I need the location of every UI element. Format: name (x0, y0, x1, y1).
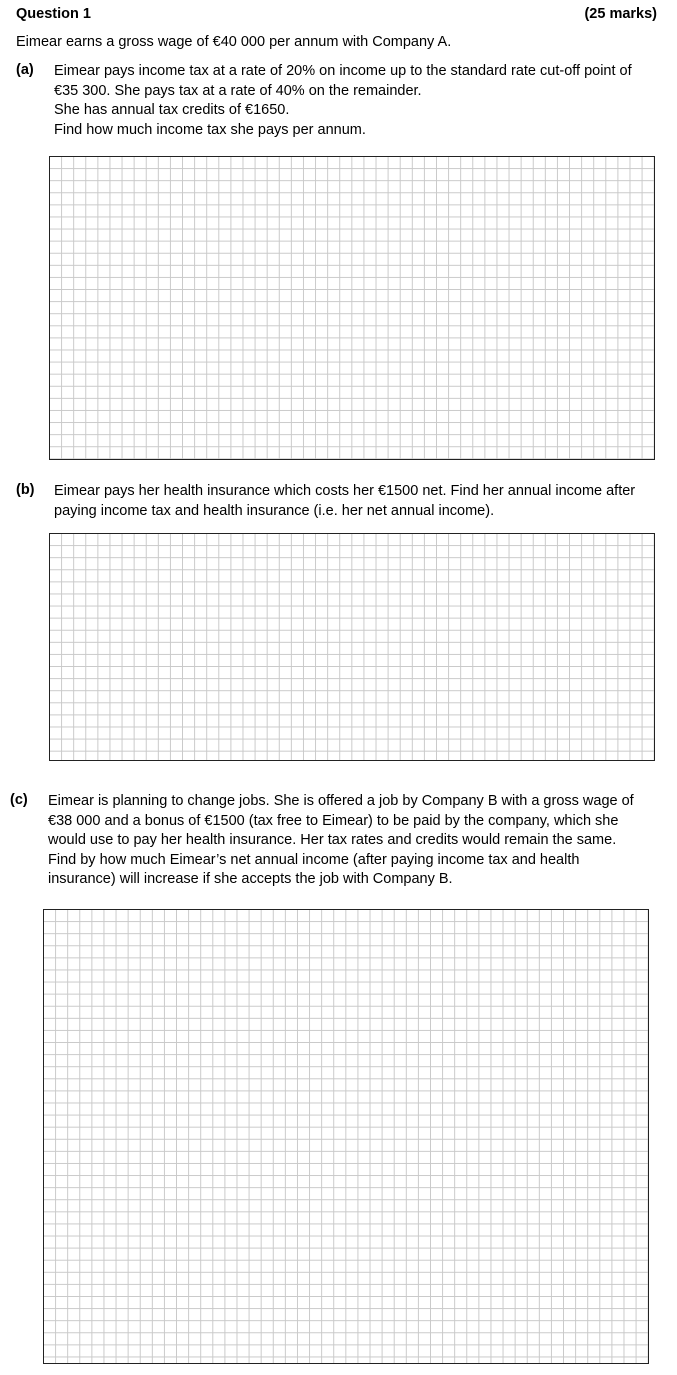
part-b-line: Eimear pays her health insurance which costs her €1500 net. Find her annual income after (54, 483, 636, 499)
part-a-label: (a) (16, 62, 34, 78)
part-c-line: €38 000 and a bonus of €1500 (tax free to Eimear) to be paid by the company, which she (48, 812, 619, 829)
part-c-line: would use to pay her health insurance. Her tax rates and credits would remain the same. (48, 832, 617, 848)
answer-grid-c[interactable] (43, 909, 649, 1364)
answer-grid-b[interactable] (49, 533, 655, 761)
question-marks: (25 marks) (584, 6, 657, 22)
part-a-line: Find how much income tax she pays per annum. (54, 121, 366, 138)
answer-grid-a[interactable] (49, 156, 655, 460)
part-b-label: (b) (16, 482, 35, 498)
part-c-line: Find by how much Eimear’s net annual income (after paying income tax and health (48, 851, 580, 868)
part-a-line: €35 300. She pays tax at a rate of 40% on the remainder. (54, 82, 422, 99)
part-a-line: Eimear pays income tax at a rate of 20% on income up to the standard rate cut-off point of (54, 63, 632, 79)
question-title: Question 1 (16, 6, 91, 22)
part-a-text (54, 62, 632, 140)
part-c-label: (c) (10, 792, 28, 808)
part-c-text (48, 792, 634, 890)
part-c-line: insurance) will increase if she accepts the job with Company B. (48, 871, 453, 887)
part-c-line: Eimear is planning to change jobs. She is offered a job by Company B with a gross wage of (48, 793, 634, 809)
question-intro: Eimear earns a gross wage of €40 000 per annum with Company A. (16, 34, 452, 50)
part-b-text (54, 482, 635, 521)
part-b-line: paying income tax and health insurance (i.e. her net annual income). (54, 502, 495, 519)
part-a-line: She has annual tax credits of €1650. (54, 102, 290, 118)
